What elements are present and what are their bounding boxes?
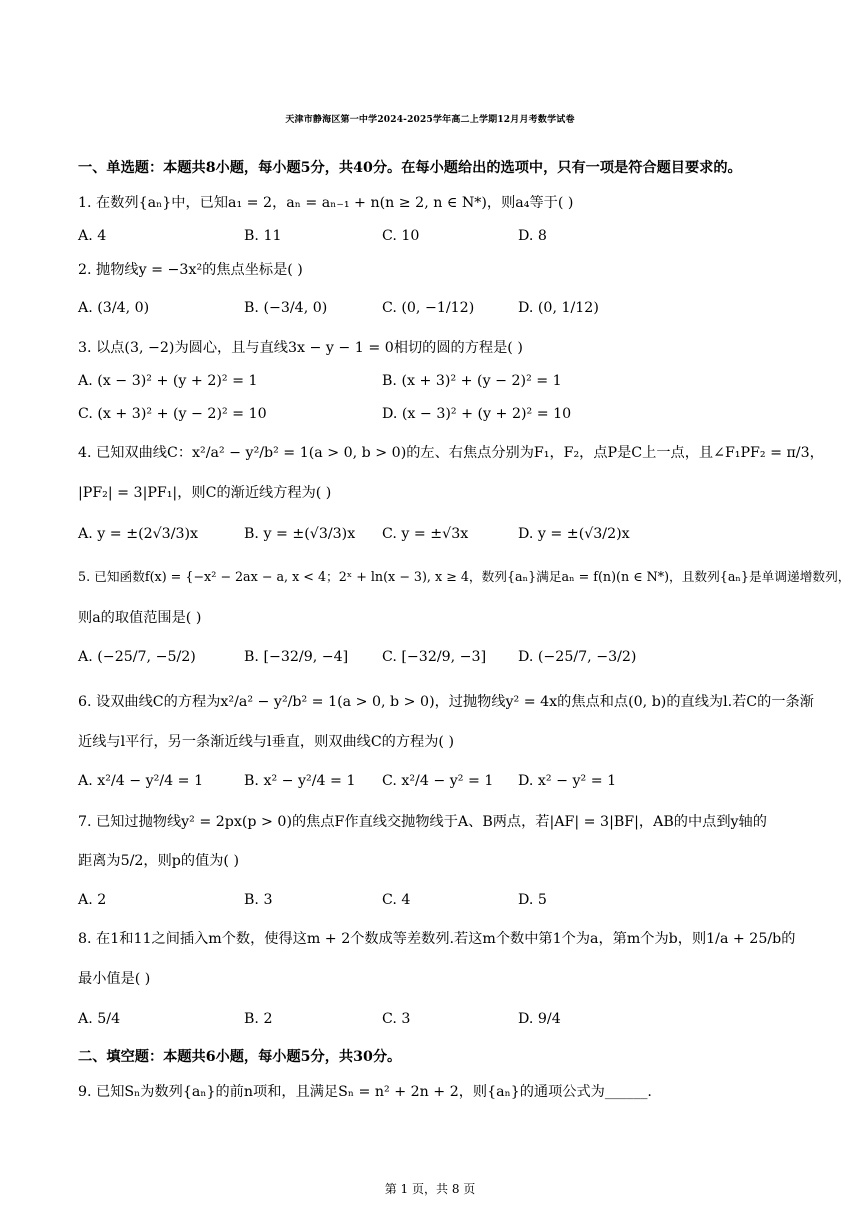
q4-option-a: A. y = ±(2√3/3)x [78, 526, 199, 542]
question-7-text: 7. 已知过抛物线y² = 2px(p > 0)的焦点F作直线交抛物线于A、B两点，若|AF| = 3|BF|，AB的中点到y轴的 [78, 814, 767, 830]
section-heading-fill-blank: 二、填空题：本题共6小题，每小题5分，共30分。 [78, 1049, 402, 1065]
question-3-text: 3. 以点(3, −2)为圆心，且与直线3x − y − 1 = 0相切的圆的方程是( ) [78, 340, 523, 356]
q6-option-c: C. x²/4 − y² = 1 [382, 773, 494, 789]
exam-title: 天津市静海区第一中学2024-2025学年高二上学期12月月考数学试卷 [285, 115, 575, 125]
q8-option-a: A. 5/4 [78, 1011, 121, 1027]
q1-option-a: A. 4 [78, 228, 107, 244]
q2-option-a: A. (3/4, 0) [78, 300, 150, 316]
question-1-text: 1. 在数列{aₙ}中，已知a₁ = 2，aₙ = aₙ₋₁ + n(n ≥ 2, n ∈ N*)，则a₄等于( ) [78, 195, 574, 211]
q4-option-b: B. y = ±(√3/3)x [244, 526, 356, 542]
section-heading-single-choice: 一、单选题：本题共8小题，每小题5分，共40分。在每小题给出的选项中，只有一项是符合题目要求的。 [78, 160, 742, 176]
q8-option-b: B. 2 [244, 1011, 273, 1027]
q5-option-d: D. (−25/7, −3/2) [518, 649, 637, 665]
question-8-text: 8. 在1和11之间插入m个数，使得这m + 2个数成等差数列.若这m个数中第1个为a，第m个为b，则1/a + 25/b的 [78, 931, 796, 947]
q6-option-d: D. x² − y² = 1 [518, 773, 617, 789]
q1-option-b: B. 11 [244, 228, 282, 244]
q3-option-b: B. (x + 3)² + (y − 2)² = 1 [382, 373, 562, 389]
page-footer: 第 1 页，共 8 页 [384, 1182, 476, 1196]
q4-option-c: C. y = ±√3x [382, 526, 469, 542]
question-4-text-cont: |PF₂| = 3|PF₁|，则C的渐近线方程为( ) [78, 485, 332, 501]
q7-option-d: D. 5 [518, 892, 547, 908]
q2-option-c: C. (0, −1/12) [382, 300, 475, 316]
question-5-text-cont: 则a的取值范围是( ) [78, 610, 202, 626]
question-7-text-cont: 距离为5/2，则p的值为( ) [78, 853, 239, 869]
q7-option-c: C. 4 [382, 892, 411, 908]
question-4-text: 4. 已知双曲线C：x²/a² − y²/b² = 1(a > 0, b > 0)的左、右焦点分别为F₁，F₂，点P是C上一点，且∠F₁PF₂ = π/3， [78, 445, 824, 461]
question-6-text-cont: 近线与l平行，另一条渐近线与l垂直，则双曲线C的方程为( ) [78, 734, 455, 750]
q6-option-b: B. x² − y²/4 = 1 [244, 773, 356, 789]
q1-option-c: C. 10 [382, 228, 420, 244]
q3-option-a: A. (x − 3)² + (y + 2)² = 1 [78, 373, 258, 389]
question-5-text: 5. 已知函数f(x) = {−x² − 2ax − a, x < 4；2ˣ + ln(x − 3), x ≥ 4，数列{aₙ}满足aₙ = f(n)(n ∈ N*)，且数列{aₙ}是单调递增数列， [78, 569, 851, 584]
q5-option-a: A. (−25/7, −5/2) [78, 649, 196, 665]
q3-option-d: D. (x − 3)² + (y + 2)² = 10 [382, 406, 572, 422]
q7-option-a: A. 2 [78, 892, 107, 908]
q8-option-c: C. 3 [382, 1011, 411, 1027]
q2-option-d: D. (0, 1/12) [518, 300, 599, 316]
q6-option-a: A. x²/4 − y²/4 = 1 [78, 773, 204, 789]
q8-option-d: D. 9/4 [518, 1011, 561, 1027]
q2-option-b: B. (−3/4, 0) [244, 300, 328, 316]
question-6-text: 6. 设双曲线C的方程为x²/a² − y²/b² = 1(a > 0, b > 0)，过抛物线y² = 4x的焦点和点(0, b)的直线为l.若C的一条渐 [78, 694, 814, 710]
q1-option-d: D. 8 [518, 228, 547, 244]
question-9-text: 9. 已知Sₙ为数列{aₙ}的前n项和，且满足Sₙ = n² + 2n + 2，则{aₙ}的通项公式为______. [78, 1084, 652, 1100]
question-8-text-cont: 最小值是( ) [78, 971, 151, 987]
q5-option-b: B. [−32/9, −4] [244, 649, 349, 665]
q4-option-d: D. y = ±(√3/2)x [518, 526, 630, 542]
q7-option-b: B. 3 [244, 892, 273, 908]
question-2-text: 2. 抛物线y = −3x²的焦点坐标是( ) [78, 262, 303, 278]
q3-option-c: C. (x + 3)² + (y − 2)² = 10 [78, 406, 267, 422]
q5-option-c: C. [−32/9, −3] [382, 649, 487, 665]
